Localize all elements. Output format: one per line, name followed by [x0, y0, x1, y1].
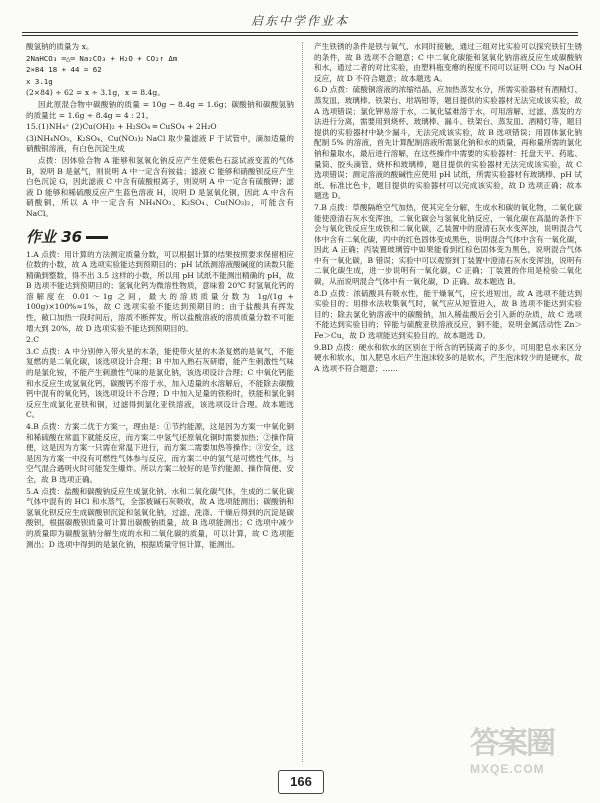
- column-divider: [302, 42, 303, 762]
- explanation-paragraph: 点拨：因体验合物 A 能够和氢氧化钠反应产生使紫色石蕊试液变蓝的气体 B，说明 B 是氨气，则说明 A 中一定含有铵盐；滤液 C 能够和硝酸钡反应产生白色沉淀 G，因此滤液 C 中含有硫酸根离子，则说明 A 中一定含有硫酸钾；滤液 D 能够和稀硫酸反应产生蓝色溶液 H，说明 D 是氢氧化铜，因此 A 中含有硝酸铜，所以 A 中一定含有 NH₄NO₃、K₂SO₄、Cu(NO₃)₂，可能含有 NaCl。: [26, 155, 294, 218]
- equation-line: x 3.1g: [26, 76, 53, 86]
- equation-line: 2×84 18 + 44 = 62: [26, 65, 102, 75]
- left-column: [26, 42, 294, 762]
- watermark-logo-text: 答案圈: [470, 726, 554, 761]
- title-bar: [86, 236, 108, 239]
- answer-item: (3)NH₄NO₃、K₂SO₄、Cu(NO₃)₂ NaCl 取少量滤液 F 于试管中，滴加适量的硝酸银溶液，有白色沉淀生成: [26, 133, 294, 154]
- right-column: [314, 42, 582, 762]
- equation-line: 2NaHCO₃ ═△═ Na₂CO₃ + H₂O + CO₂↑ Δm: [26, 53, 178, 63]
- header-rule: [22, 35, 578, 36]
- answer-item: 15.(1)NH₄⁺ (2)Cu(OH)₂ + H₂SO₄ ═ CuSO₄ + 2H₂O: [26, 122, 217, 132]
- answer-item: 2.C: [26, 335, 40, 345]
- header-title: 启东中学作业本: [250, 14, 349, 28]
- page-header: [0, 8, 600, 34]
- watermark-domain: MXQE.COM: [470, 762, 545, 776]
- answer-item: 1.A 点拨：用计算的方法测定质量分数，可以根据计算的结果按照要求保留相应位数的小数，故 A 选项实验能达到预期目的；pH 试纸测溶液酸碱度的读数只能精确到整数，得不出 3.5 这样的小数，所以用 pH 试纸不能测出精确的 pH，故 B 选项不能达到预期目的；氢氧化钙为微溶性物质，意味着 20℃ 时氢氧化钙的溶解度在 0.01～1g 之间，最大的溶质质量分数为 1g/(1g + 100g)×100%≈1%，故 C 选项实验不能达到预期目的；由于盐酸具有挥发性，敞口加热一段时间后，溶质不断挥发，所以盐酸溶液的溶质质量分数不可能增大到 20%，故 D 选项实验不能达到预期目的。: [26, 249, 294, 333]
- page-number: 166: [278, 770, 324, 794]
- answer-item: 5.A 点拨：盐酸和碳酸钠反应生成氯化钠、水和二氧化碳气体，生成的二氧化碳气体中混有的 HCl 和水蒸气，全部被碱石灰吸收，故 A 选项能测出；碳酸钠和氢氧化钡反应生成碳酸钡沉淀和氢氧化钠，过滤、洗涤、干燥后得到的沉淀是碳酸钡，根据碳酸钡质量可计算出碳酸钠质量，故 B 选项能测出；C 选项中减少的质量即为碳酸氢钠分解生成的水和二氧化碳的质量，可以计算，故 C 选项能测出；D 选项中得到的是氯化钠，根据质量守恒计算，能测出。: [26, 486, 294, 549]
- page-footer: [0, 768, 600, 798]
- text-line: 酸氢钠的质量为 x。: [26, 42, 94, 51]
- answer-item: 8.D 点拨：浓硫酸具有吸水性，能干燥氧气，应长进短出，故 A 选项不能达到实验目的；用排水法收集氧气时，氧气应从短管进入，故 B 选项不能达到实验目的；除去氯化钠溶液中的碳酸钠，加入稀盐酸后会引入新的杂质，故 C 选项不能达到实验目的；锌能与硫酸亚铁溶液反应，铜不能，说明金属活动性 Zn＞Fe＞Cu，故 D 选项能达到实验目的。故本题选 D。: [314, 288, 582, 341]
- header-rule: [22, 32, 578, 33]
- text-line: (2×84) ÷ 62 = x ÷ 3.1g，x = 8.4g。: [26, 88, 165, 98]
- answer-item: 7.B 点拨：草酸隔绝空气加热，使其完全分解，生成水和碳的氧化物，二氧化碳能使澄清石灰水变浑浊，二氧化碳会与氢氧化钠反应，一氧化碳在高温的条件下会与氧化铁反应生成铁和二氧化碳，乙装置中的澄清石灰水变浑浊，说明混合气体中含有二氧化碳，丙中的红色固体变成黑色，说明混合气体中含有一氧化碳，因此 A 正确；丙装置玻璃管中如果能看到红棕色固体变为黑色，说明混合气体中有一氧化碳，B 错误；实验中可以观察到丁装置中澄清石灰水变浑浊，说明有二氧化碳生成，进一步说明有一氧化碳，C 正确；丁装置的作用是检验二氧化碳，从而说明混合气体中有一氧化碳，D 正确。故本题选 B。: [314, 202, 582, 287]
- answer-item: 产生铁锈的条件是铁与氧气、水同时接触，通过三组对比实验可以探究铁钉生锈的条件，故 B 选项不合题意；C 中二氧化碳能和氢氧化钠溶液反应生成碳酸钠和水，通过二者的对比实验，由塑料瓶变瘪的程度不同可以证明 CO₂ 与 NaOH 反应，故 D 不符合题意；故本题选 A。: [314, 42, 582, 83]
- answer-item: 3.C 点拨：A 中分别伸入带火星的木条，能使带火星的木条复燃的是氧气，不能复燃的是二氧化碳，该选项设计合理；B 中加入熟石灰研磨，能产生刺激性气味的是氯化铵，不能产生刺激性气味的是氯化钠，该选项设计合理；C 中氧化钙能和水反应生成氢氧化钙，碳酸钙不溶于水，加入适量的水溶解后，不能除去碳酸钙中混有的氧化钙，该选项设计不合理；D 中加入足量的铁粉时，铁能和氯化铜反应生成氯化亚铁和铜，过滤得到氯化亚铁溶液，该选项设计合理。故本题选 C。: [26, 346, 294, 420]
- answer-item: 4.B 点拨：方案二优于方案一，理由是：①节约能源，这是因为方案一中氧化铜和稀硫酸在常温下就能反应，而方案二中氢气还原氧化铜时需要加热；②操作简便，这是因为方案一只需在常温下进行，而方案二需要加热等操作；③安全，这是因为方案一中没有可燃性气体参与反应，而方案二中的氢气是可燃性气体，与空气混合遇明火时可能发生爆炸。所以方案二较好的是节约能源、操作简便、安全，故 B 选项正确。: [26, 422, 294, 484]
- paragraph: 因此原混合物中碳酸钠的质量 = 10g − 8.4g = 1.6g；碳酸钠和碳酸氢钠的质量比 = 1.6g ÷ 8.4g = 4 : 21。: [26, 99, 294, 120]
- answer-item: 9.BD 点拨：硬水和软水的区别在于所含的钙镁离子的多少，可用肥皂水来区分硬水和软水，加入肥皂水后产生泡沫较多的是软水，产生泡沫较少的是硬水，故 A 选项不符合题意；……: [314, 342, 582, 373]
- homework-title: [26, 228, 294, 246]
- answer-item: 6.D 点拨：硫酸铜溶液的浓缩结晶，应加热蒸发水分，所需实验器材有酒精灯、蒸发皿、玻璃棒、铁架台、坩埚钳等，题目提供的实验器材无法完成该实验，故 A 选项错误；氯化钾易溶于水，二氧化锰难溶于水，可用溶解、过滤、蒸发的方法进行分离，需要用到烧杯、玻璃棒、漏斗、铁架台、蒸发皿、酒精灯等，题目提供的实验器材中缺少漏斗，无法完成该实验，故 B 选项错误；用固体氯化钠配制 5% 的溶液，首先计算配制溶液所需氯化钠和水的质量，再称量所需的氯化钠和量取水，最后进行溶解，在这些操作中需要的实验器材：托盘天平、药匙、量筒、胶头滴管、烧杯和玻璃棒，题目提供的实验器材无法完成该实验，故 C 选项错误；测定溶液的酸碱性应使用 pH 试纸，所需实验器材有玻璃棒、pH 试纸、标准比色卡，题目提供的实验器材可以完成该实验，故 D 选项正确；故本题选 D。: [314, 85, 582, 201]
- homework-title-text: 作业 36: [26, 227, 83, 246]
